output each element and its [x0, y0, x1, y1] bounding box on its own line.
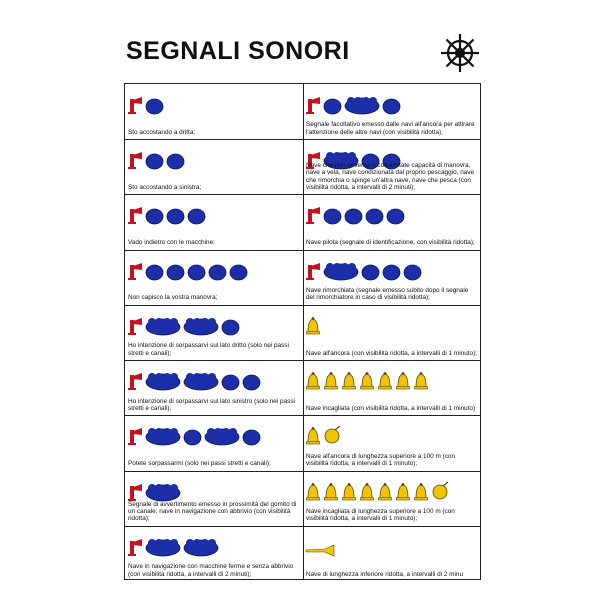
short-blast-icon [323, 97, 342, 115]
signal-description: Potete sorpassarmi (solo nei passi stretti e canali); [128, 460, 271, 468]
bell-icon [305, 426, 321, 446]
short-blast-icon [145, 97, 164, 115]
short-blast-icon [242, 373, 261, 391]
signal-description: Nave di lunghezza inferiore ridotta, a intervalli di 2 minu [306, 570, 464, 578]
short-blast-icon [183, 428, 202, 446]
short-blast-icon [382, 263, 401, 281]
horn-icon [305, 263, 321, 281]
signal-cell [303, 139, 480, 194]
short-blast-icon [166, 152, 185, 170]
bell-icon [395, 482, 411, 502]
bell-icon [341, 371, 357, 391]
bell-icon [413, 371, 429, 391]
signal-description: Ho intenzione di sorpassarvi sul lato dritto (solo nei passi stretti e canali); [128, 342, 289, 357]
gong-icon [323, 426, 341, 446]
signal-pattern [127, 253, 248, 281]
signal-pattern [127, 363, 261, 391]
short-blast-icon [365, 207, 384, 225]
signal-pattern [305, 253, 422, 281]
signal-pattern [127, 418, 261, 446]
signal-pattern [305, 363, 429, 391]
short-blast-icon [221, 318, 240, 336]
bell-icon [377, 482, 393, 502]
signal-description: Nave in navigazione con macchine ferme e senza abbrivio (con visibilità ridotta, a intervalli di 2 minuti); [128, 563, 294, 578]
short-blast-icon [221, 373, 240, 391]
bell-icon [305, 482, 321, 502]
horn-icon [127, 373, 143, 391]
horn-icon [127, 207, 143, 225]
signal-description: Nave all'ancora (con visibilità ridotta, a intervalli di 1 minuto); [306, 349, 478, 357]
signal-cell [125, 360, 303, 415]
signal-pattern [305, 197, 405, 225]
poster [118, 25, 488, 580]
bell-icon [323, 371, 339, 391]
signal-description: Non capisco la vostra manovra; [128, 294, 218, 302]
bell-icon [323, 482, 339, 502]
signal-cell [303, 194, 480, 249]
long-blast-icon [204, 426, 240, 446]
signal-description: Segnale facoltativo emesso dalle navi all'ancora per attirare l'attenzione delle altre navi (con visibilità ridotta); [306, 121, 475, 136]
signal-description: Ho intenzione di sorpassarvi sul lato sinistro (solo nei passi stretti e canali); [128, 397, 295, 412]
signal-pattern [305, 418, 341, 446]
signal-description: Nave rimorchiata (segnale emesso subito dopo il segnale del rimorchiatore in caso di visibilità ridotta); [306, 287, 469, 302]
signal-cell [303, 471, 480, 526]
short-blast-icon [386, 207, 405, 225]
signal-cell [125, 139, 303, 194]
long-blast-icon [344, 95, 380, 115]
horn-icon [127, 263, 143, 281]
trumpet-icon [305, 545, 335, 557]
short-blast-icon [145, 263, 164, 281]
bell-icon [413, 482, 429, 502]
horn-icon [127, 484, 143, 502]
signal-pattern [127, 308, 240, 336]
signal-pattern [305, 529, 335, 557]
short-blast-icon [229, 263, 248, 281]
short-blast-icon [187, 263, 206, 281]
long-blast-icon [183, 371, 219, 391]
ship-wheel-icon [438, 31, 482, 75]
horn-icon [127, 539, 143, 557]
short-blast-icon [323, 207, 342, 225]
signal-pattern [127, 529, 219, 557]
signal-pattern [127, 87, 164, 115]
signal-pattern [305, 87, 401, 115]
signal-description: Sto accostando a sinistra; [128, 184, 202, 192]
long-blast-icon [145, 537, 181, 557]
bell-icon [359, 482, 375, 502]
signal-cell [125, 415, 303, 470]
signal-cell [303, 250, 480, 305]
signal-cell [125, 250, 303, 305]
short-blast-icon [145, 152, 164, 170]
signals-table [124, 83, 481, 580]
signal-description: Vado indietro con le macchine; [128, 239, 215, 247]
short-blast-icon [361, 263, 380, 281]
signal-description: Nave pilota (segnale di identificazione, con visibilità ridotta); [306, 239, 475, 247]
bell-icon [341, 482, 357, 502]
bell-icon [377, 371, 393, 391]
signal-cell [125, 194, 303, 249]
bell-icon [395, 371, 411, 391]
horn-icon [127, 428, 143, 446]
short-blast-icon [208, 263, 227, 281]
signal-description: Sto accostando a dritta; [128, 128, 196, 136]
bell-icon [305, 316, 321, 336]
horn-icon [305, 97, 321, 115]
long-blast-icon [183, 537, 219, 557]
short-blast-icon [166, 207, 185, 225]
horn-icon [127, 152, 143, 170]
short-blast-icon [145, 207, 164, 225]
signal-description: Nave incagliata di lunghezza superiore a 100 m (con visibilità ridotta, a intervalli di 1 minuto); [306, 507, 455, 523]
signal-cell [303, 415, 480, 470]
page-title: SEGNALI SONORI [126, 37, 350, 65]
signal-cell [303, 360, 480, 415]
short-blast-icon [403, 263, 422, 281]
short-blast-icon [344, 207, 363, 225]
short-blast-icon [187, 207, 206, 225]
signal-cell [303, 526, 480, 581]
signal-pattern [127, 197, 206, 225]
signal-description: Nave incagliata (con visibilità ridotta, a intervalli di 1 minuto) [306, 404, 476, 412]
signal-cell [125, 84, 303, 139]
signal-description: Segnale di avvertimento emesso in prossimità del gomito di un canale; nave in navigazione con abbrivio (con visibilità ridotta); [128, 500, 297, 523]
short-blast-icon [166, 263, 185, 281]
bell-icon [305, 371, 321, 391]
long-blast-icon [145, 426, 181, 446]
bell-icon [359, 371, 375, 391]
signal-description: Nave all'ancora di lunghezza superiore a 100 m (con visibilità ridotta, a intervalli di 1 minuto); [306, 452, 456, 468]
long-blast-icon [145, 482, 181, 502]
signal-cell [125, 471, 303, 526]
column-divider [303, 84, 304, 579]
long-blast-icon [145, 316, 181, 336]
signal-pattern [127, 142, 185, 170]
signal-cell [125, 305, 303, 360]
horn-icon [305, 207, 321, 225]
signal-cell [125, 526, 303, 581]
signal-cell [303, 84, 480, 139]
horn-icon [127, 318, 143, 336]
long-blast-icon [323, 261, 359, 281]
long-blast-icon [145, 371, 181, 391]
short-blast-icon [242, 428, 261, 446]
horn-icon [127, 97, 143, 115]
signal-description: Nave che non governa o con limitate capacità di manovra, nave a vela, nave condizionata dal proprio pescaggio, nave che rimorchia o spinge un'altra nave, nave che pesca (con visibilità ridotta, a intervalli di 2 minuti); [306, 161, 475, 192]
signal-pattern [127, 474, 181, 502]
short-blast-icon [382, 97, 401, 115]
signal-pattern [305, 474, 449, 502]
signal-pattern [305, 308, 321, 336]
gong-icon [431, 482, 449, 502]
signal-cell [303, 305, 480, 360]
long-blast-icon [183, 316, 219, 336]
